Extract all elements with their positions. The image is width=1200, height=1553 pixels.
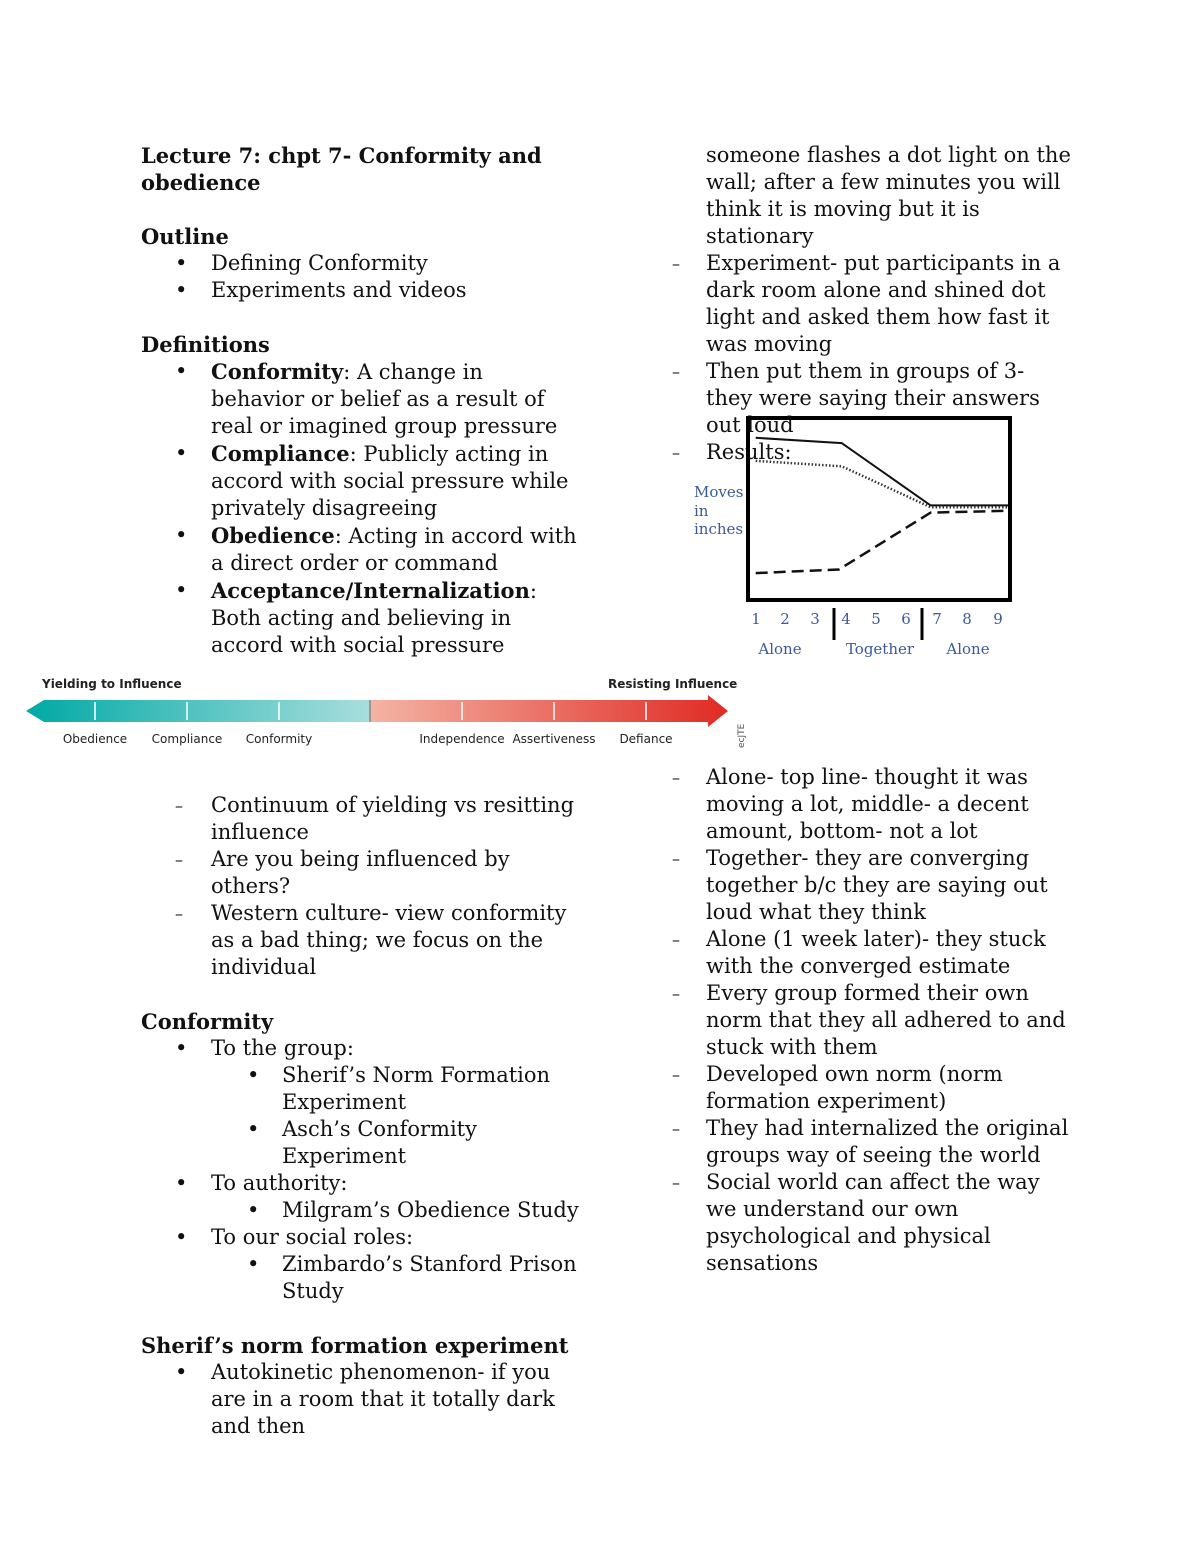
definitions-heading: Definitions <box>141 332 270 357</box>
left-column <box>141 142 581 659</box>
series-line-middle <box>756 461 1008 507</box>
phase-label: Alone <box>946 640 990 658</box>
continuum-note: – Continuum of yielding vs resitting influence <box>141 792 581 846</box>
continuum-notes-list <box>141 792 581 981</box>
label-obedience: Obedience <box>62 732 128 746</box>
continuum-note: – Western culture- view conformity as a bad thing; we focus on the individual <box>141 900 581 981</box>
phase-label: Together <box>845 640 915 658</box>
yielding-arrow <box>26 700 370 722</box>
continuum-note: – Are you being influenced by others? <box>141 846 581 900</box>
conformity-list <box>141 1035 581 1305</box>
x-tick-label: 8 <box>962 610 972 628</box>
y-label-line: Moves <box>694 483 744 501</box>
resisting-title: Resisting Influence <box>608 677 738 691</box>
x-tick-label: 1 <box>751 610 761 628</box>
result-note: – Alone- top line- thought it was moving a lot, middle- a decent amount, bottom- not a lot <box>672 764 1072 845</box>
result-notes-list <box>672 764 1072 1277</box>
x-tick-label: 9 <box>993 610 1003 628</box>
sherif-bullet-list <box>141 1359 581 1440</box>
x-tick-label: 3 <box>810 610 820 628</box>
y-label-line: in <box>694 502 709 520</box>
outline-item: • Experiments and videos <box>141 277 581 304</box>
sherif-dash-item: – Results: <box>672 439 1072 466</box>
sherif-heading: Sherif’s norm formation experiment <box>141 1333 569 1358</box>
definition-term: Conformity <box>211 359 344 384</box>
results-line-chart <box>690 410 1030 665</box>
resisting-arrow <box>370 695 728 727</box>
result-note: – They had internalized the original groups way of seeing the world <box>672 1115 1072 1169</box>
result-note: – Developed own norm (norm formation experiment) <box>672 1061 1072 1115</box>
definition-item <box>141 440 581 522</box>
conformity-group: • To our social roles: <box>141 1224 581 1251</box>
series-line-top <box>756 438 1008 506</box>
influence-continuum <box>22 670 762 754</box>
outline-heading: Outline <box>141 224 229 249</box>
result-note: – Every group formed their own norm that they all adhered to and stuck with them <box>672 980 1072 1061</box>
x-tick-labels <box>751 610 1003 628</box>
label-conformity: Conformity <box>245 732 313 746</box>
conformity-heading: Conformity <box>141 1009 274 1034</box>
sherif-dash-item: – Experiment- put participants in a dark room alone and shined dot light and asked them how fast it was moving <box>672 250 1072 358</box>
definition-text: : Publicly acting in accord with social pressure while privately disagreeing <box>211 442 569 520</box>
definition-item <box>141 522 581 577</box>
result-note: – Together- they are converging together b/c they are saying out loud what they think <box>672 845 1072 926</box>
conformity-sub-item: • Zimbardo’s Stanford Prison Study <box>141 1251 581 1305</box>
sherif-continued-text: someone flashes a dot light on the wall; after a few minutes you will think it is moving but it is stationary <box>706 143 1071 248</box>
x-tick-label: 6 <box>901 610 911 628</box>
result-note: – Alone (1 week later)- they stuck with the converged estimate <box>672 926 1072 980</box>
conformity-sub-item: • Milgram’s Obedience Study <box>141 1197 581 1224</box>
x-tick-label: 4 <box>841 610 851 628</box>
plot-frame <box>748 418 1010 600</box>
phase-label: Alone <box>758 640 802 658</box>
sherif-dash-item: – Then put them in groups of 3- they were saying their answers out loud <box>672 358 1072 439</box>
yielding-title: Yielding to Influence <box>42 677 182 691</box>
phase-labels <box>757 640 989 658</box>
label-compliance: Compliance <box>151 732 223 746</box>
label-independence: Independence <box>419 732 505 746</box>
outline-item: • Defining Conformity <box>141 250 581 277</box>
definition-term: Acceptance/Internalization <box>211 578 530 603</box>
definitions-list <box>141 358 581 659</box>
outline-list <box>141 250 581 304</box>
label-assertiveness: Assertiveness <box>512 732 596 746</box>
sherif-bullet: • Autokinetic phenomenon- if you are in a room that it totally dark and then <box>141 1359 581 1440</box>
definition-text: : Acting in accord with a direct order or command <box>211 524 577 575</box>
series-line-bottom <box>756 511 1008 573</box>
x-tick-label: 5 <box>871 610 881 628</box>
right-column-bottom <box>672 764 1072 1277</box>
x-tick-label: 7 <box>932 610 942 628</box>
conformity-sub-item: • Asch’s Conformity Experiment <box>141 1116 581 1170</box>
definition-item <box>141 577 581 659</box>
y-label-line: inches <box>694 520 744 538</box>
conformity-sub-item: • Sherif’s Norm Formation Experiment <box>141 1062 581 1116</box>
lecture-title: Lecture 7: chpt 7- Conformity and obedience <box>141 143 542 195</box>
label-defiance: Defiance <box>619 732 673 746</box>
definition-term: Obedience <box>211 523 335 548</box>
image-credit: ecJTE <box>737 723 747 748</box>
left-column-bottom <box>141 792 581 1440</box>
conformity-group: • To authority: <box>141 1170 581 1197</box>
definition-term: Compliance <box>211 441 350 466</box>
definition-text: : A change in behavior or belief as a result of real or imagined group pressure <box>211 360 558 438</box>
result-note: – Social world can affect the way we understand our own psychological and physical sensations <box>672 1169 1072 1277</box>
conformity-group: • To the group: <box>141 1035 581 1062</box>
definition-text: : Both acting and believing in accord with social pressure <box>211 579 537 657</box>
x-tick-label: 2 <box>780 610 790 628</box>
definition-item <box>141 358 581 440</box>
